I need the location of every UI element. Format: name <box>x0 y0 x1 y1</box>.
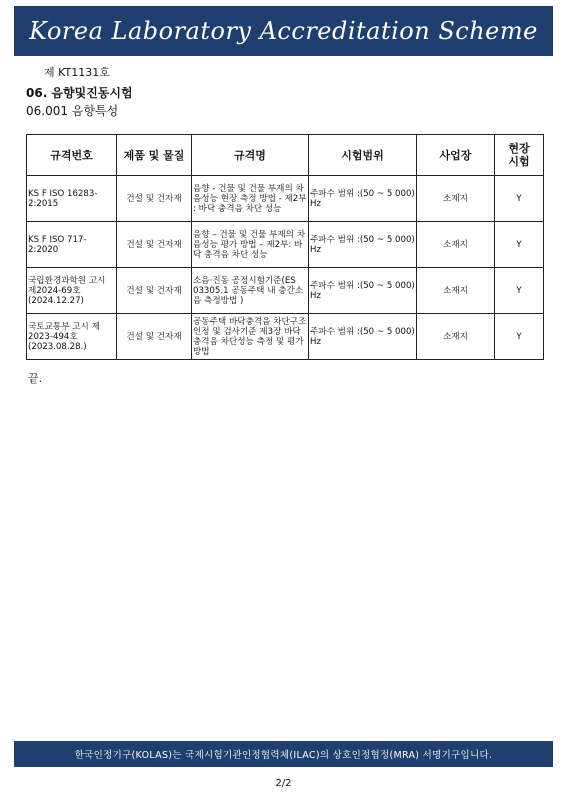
header-test-range: 시험범위 <box>309 135 417 176</box>
cell-product: 건설 및 건자재 <box>117 268 192 314</box>
cell-standard-no: 국토교통부 고시 제 2023-494호 (2023.08.28.) <box>27 314 117 360</box>
cell-test-range: 주파수 범위 :(50 ~ 5 000) Hz <box>309 176 417 222</box>
footer-banner <box>14 741 553 767</box>
header-site: 사업장 <box>417 135 495 176</box>
header-standard-no: 규격번호 <box>27 135 117 176</box>
cell-test-range: 주파수 범위 :(50 ~ 5 000) Hz <box>309 314 417 360</box>
cell-site: 소재지 <box>417 314 495 360</box>
cell-product: 건설 및 건자재 <box>117 222 192 268</box>
table-row <box>27 222 544 268</box>
cell-standard-name: 음향 - 건물 및 건물 부재의 차음성능 현장 측정 방법 - 제2부 : 바닥 충격음 차단 성능 <box>192 176 309 222</box>
cell-standard-no: KS F ISO 717-2:2020 <box>27 222 117 268</box>
table-row <box>27 314 544 360</box>
cell-product: 건설 및 건자재 <box>117 176 192 222</box>
cell-standard-name: 소음·진동 공정시험기준(ES 03305.1 공동주택 내 층간소음 측정방법 ) <box>192 268 309 314</box>
footer-text: 한국인정기구(KOLAS)는 국제시험기관인정협력체(ILAC)의 상호인정협정(MRA) 서명기구입니다. <box>74 750 493 761</box>
cell-site: 소재지 <box>417 176 495 222</box>
cell-standard-no: KS F ISO 16283-2:2015 <box>27 176 117 222</box>
subsection-title: 06.001 음향특성 <box>26 104 119 118</box>
header-standard-name: 규격명 <box>192 135 309 176</box>
cell-onsite: Y <box>495 176 544 222</box>
cell-test-range: 주파수 범위 :(50 ~ 5 000) Hz <box>309 222 417 268</box>
cell-standard-name: 음향 – 건물 및 건물 부재의 차음성능 평가 방법 – 제2부: 바닥 충격음 차단 성능 <box>192 222 309 268</box>
cell-site: 소재지 <box>417 222 495 268</box>
cell-test-range: 주파수 범위 :(50 ~ 5 000) Hz <box>309 268 417 314</box>
end-mark: 끝. <box>28 372 43 385</box>
cell-site: 소재지 <box>417 268 495 314</box>
cell-onsite: Y <box>495 222 544 268</box>
table-header-row <box>27 135 544 176</box>
header-onsite: 현장 시험 <box>495 135 544 176</box>
section-title: 06. 음향및진동시험 <box>26 86 133 100</box>
page-number: 2/2 <box>275 778 292 789</box>
accreditation-scope-table <box>26 134 544 360</box>
certificate-number: 제 KT1131호 <box>44 66 110 79</box>
header-title: Korea Laboratory Accreditation Scheme <box>29 17 538 45</box>
cell-onsite: Y <box>495 314 544 360</box>
table-row <box>27 268 544 314</box>
header-banner <box>14 6 553 56</box>
header-product: 제품 및 물질 <box>117 135 192 176</box>
cell-standard-name: 공동주택 바닥충격음 차단구조 인정 및 검사기준 제3장 바닥충격음 차단성능 측정 및 평가방법 <box>192 314 309 360</box>
table-row <box>27 176 544 222</box>
cell-product: 건설 및 건자재 <box>117 314 192 360</box>
cell-onsite: Y <box>495 268 544 314</box>
cell-standard-no: 국립환경과학원 고시 제2024-69호 (2024.12.27) <box>27 268 117 314</box>
